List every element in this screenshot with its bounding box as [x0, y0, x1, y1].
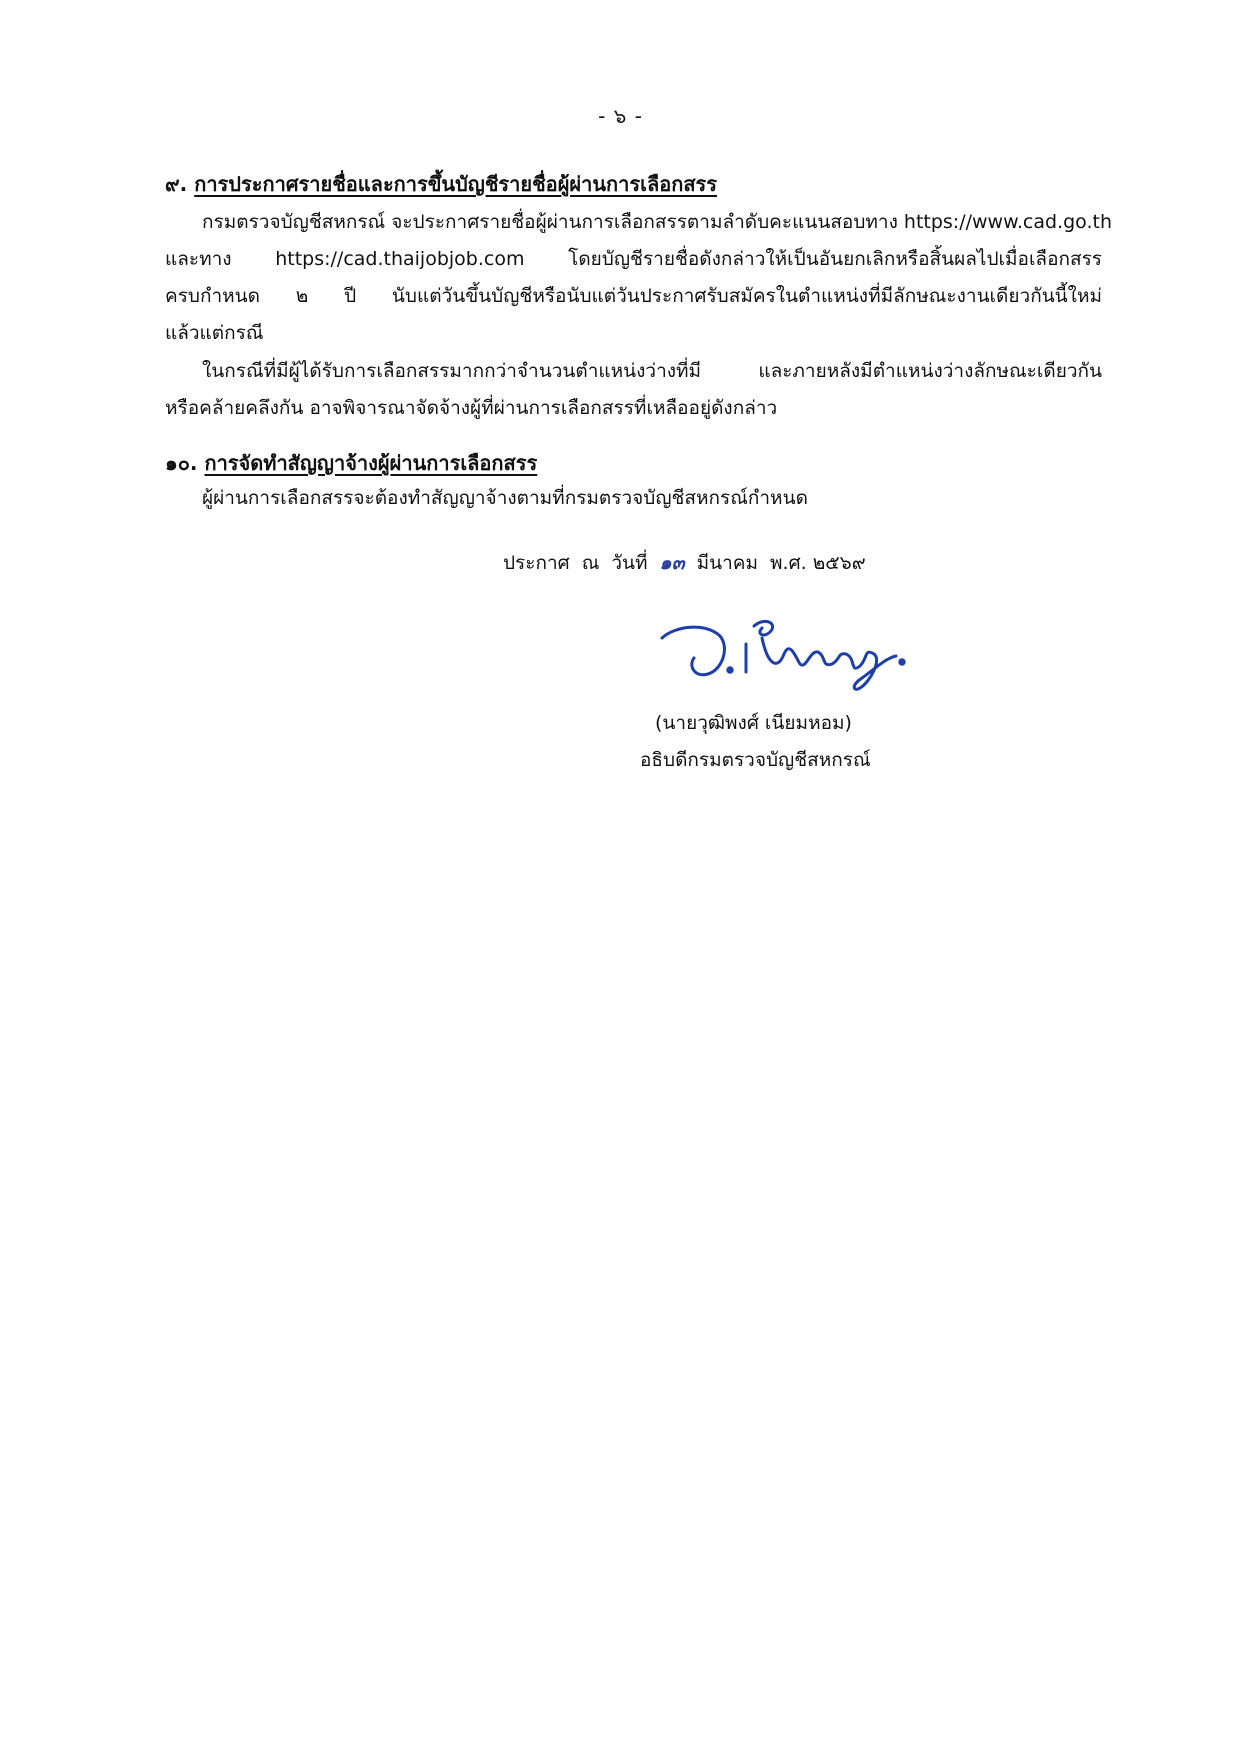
section-10-paragraph-1: ผู้ผ่านการเลือกสรรจะต้องทำสัญญาจ้างตามที่กรมตรวจบัญชีสหกรณ์กำหนด	[202, 487, 808, 509]
section-9-paragraph-1-line-1: กรมตรวจบัญชีสหกรณ์ จะประกาศรายชื่อผู้ผ่านการเลือกสรรตามลำดับคะแนนสอบทาง https://www.cad.go.th	[202, 211, 1112, 233]
section-9-paragraph-1-line-2: และทาง https://cad.thaijobjob.com โดยบัญชีรายชื่อดังกล่าวให้เป็นอันยกเลิกหรือสิ้นผลไปเมื่อเลือกสรร	[165, 248, 1102, 270]
announcement-month: มีนาคม	[696, 552, 759, 574]
announcement-day-label: วันที่	[611, 552, 648, 574]
section-9-number: ๙.	[165, 172, 188, 196]
section-9-paragraph-1-line-4: แล้วแต่กรณี	[165, 322, 264, 344]
signer-name: (นายวุฒิพงศ์ เนียมหอม)	[655, 712, 852, 734]
announcement-date	[503, 548, 866, 578]
announcement-prefix: ประกาศ	[503, 552, 570, 574]
section-9-paragraph-2-line-1: ในกรณีที่มีผู้ได้รับการเลือกสรรมากกว่าจำนวนตำแหน่งว่างที่มี และภายหลังมีตำแหน่งว่างลักษณะเดียวกัน	[202, 360, 1102, 382]
section-10-title: การจัดทำสัญญาจ้างผู้ผ่านการเลือกสรร	[204, 451, 538, 475]
signer-title: อธิบดีกรมตรวจบัญชีสหกรณ์	[640, 749, 871, 771]
announcement-day: ๑๓	[659, 552, 685, 574]
section-9-paragraph-1-line-3: ครบกำหนด ๒ ปี นับแต่วันขึ้นบัญชีหรือนับแต่วันประกาศรับสมัครในตำแหน่งที่มีลักษณะงานเดียวกันนี้ใหม่	[165, 285, 1102, 307]
section-9-heading	[165, 168, 717, 200]
page-number: - ๖ -	[598, 104, 643, 128]
announcement-at: ณ	[581, 552, 600, 574]
section-9-paragraph-2-line-2: หรือคล้ายคลึงกัน อาจพิจารณาจัดจ้างผู้ที่ผ่านการเลือกสรรที่เหลืออยู่ดังกล่าว	[165, 397, 778, 419]
section-10-number: ๑๐.	[165, 451, 198, 475]
handwritten-signature	[650, 608, 910, 698]
section-10-heading	[165, 447, 537, 479]
section-9-title: การประกาศรายชื่อและการขึ้นบัญชีรายชื่อผู้ผ่านการเลือกสรร	[194, 172, 718, 196]
announcement-year: พ.ศ. ๒๕๖๙	[770, 552, 866, 574]
